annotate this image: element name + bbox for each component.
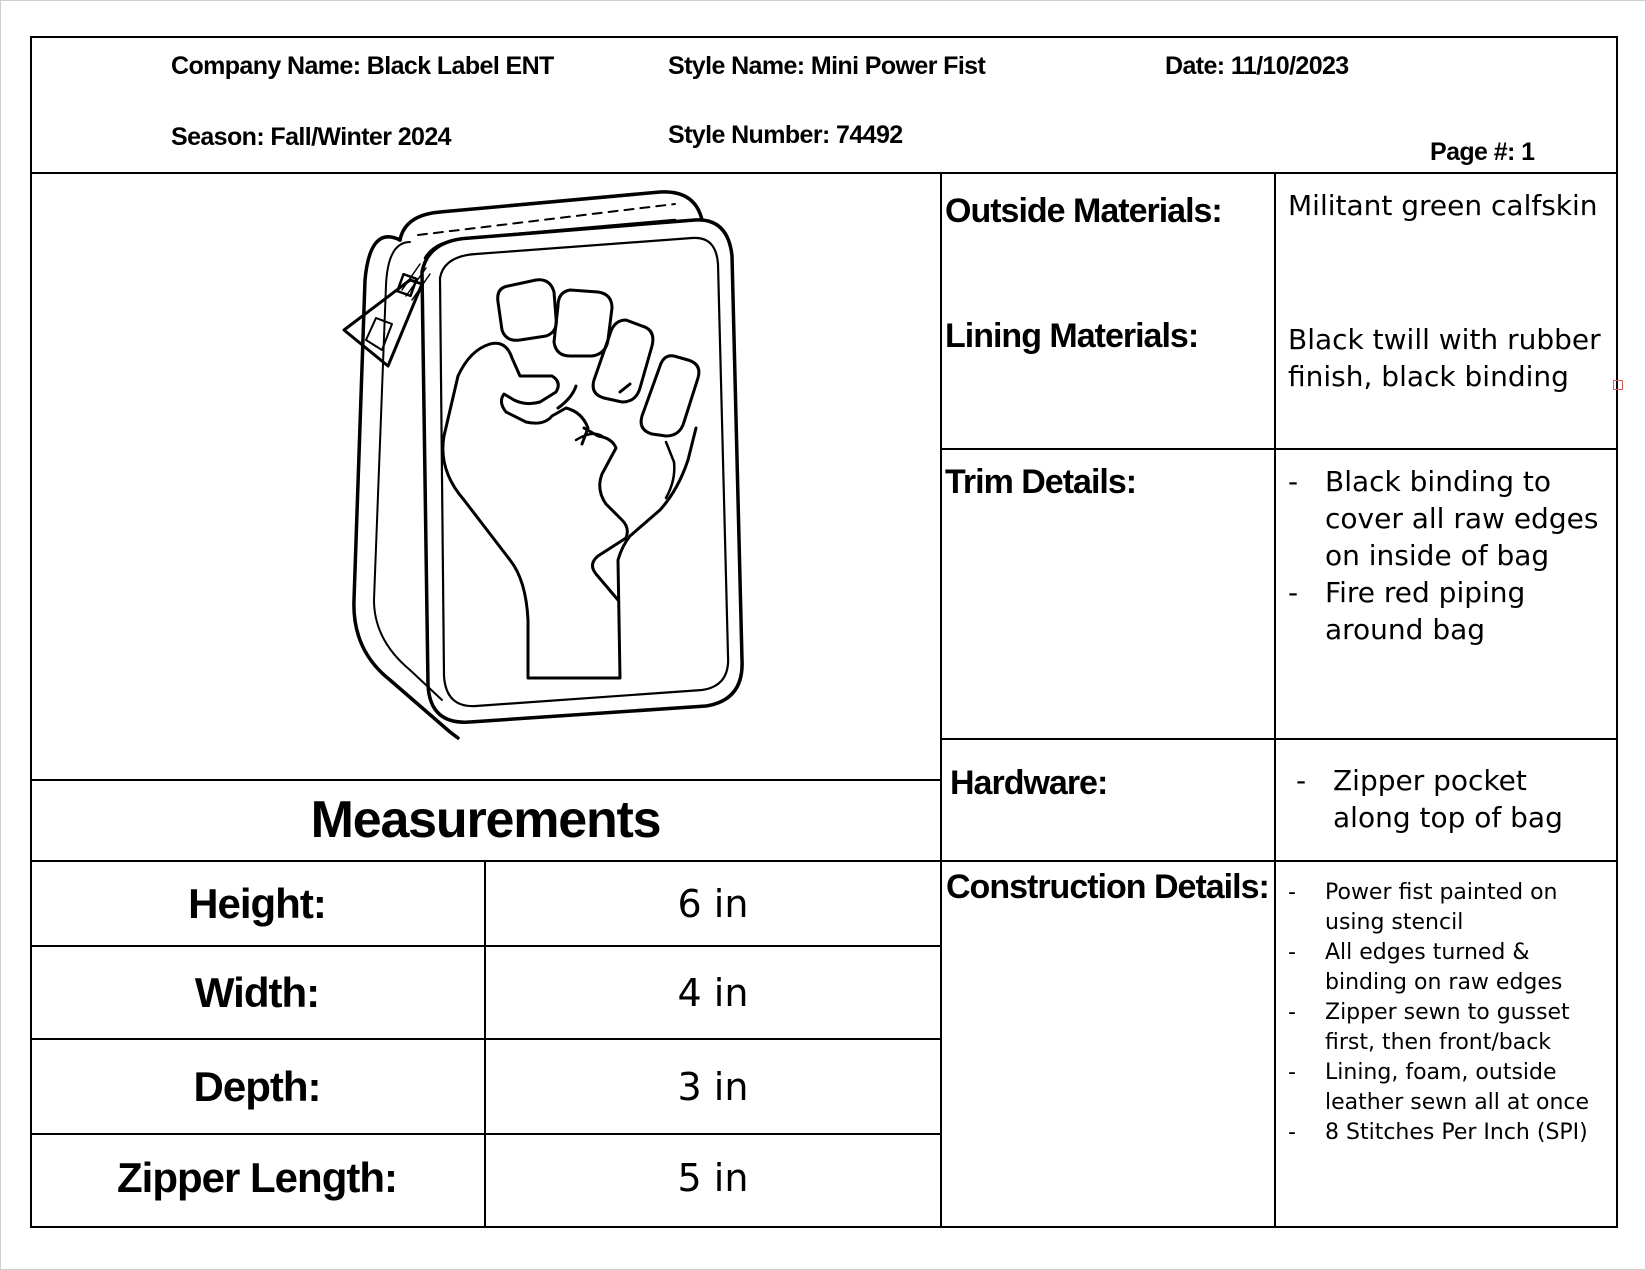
lining-materials-value: Black twill with rubber finish, black binding: [1288, 323, 1601, 393]
center-divider: [940, 172, 942, 1228]
measurement-label-zipper-length: Zipper Length:: [117, 1154, 397, 1201]
header-divider: [30, 172, 1618, 174]
construction-detail-item: - 8 Stitches Per Inch (SPI): [1288, 1120, 1588, 1145]
measurement-value-zipper-length: 5 in: [677, 1156, 749, 1200]
hardware-item: - Zipper pocket along top of bag: [1296, 764, 1563, 834]
outside-materials-label: Outside Materials:: [945, 192, 1222, 230]
style-name: Style Name: Mini Power Fist: [668, 52, 986, 80]
bag-sketch: [330, 180, 790, 760]
hardware-list: [1296, 762, 1596, 836]
lining-materials-label: Lining Materials:: [945, 317, 1199, 355]
details-column-divider: [1274, 172, 1276, 1228]
measurement-label-height: Height:: [188, 879, 326, 927]
edit-marker-icon[interactable]: [1613, 380, 1623, 390]
divider-after-hardware: [940, 860, 1618, 862]
construction-detail-item: - All edges turned & binding on raw edges: [1288, 940, 1563, 995]
construction-detail-item: - Zipper sewn to gusset first, then front/back: [1288, 1000, 1570, 1055]
measurements-title: Measurements: [310, 790, 661, 849]
style-number: Style Number: 74492: [668, 121, 903, 149]
outside-materials-value: Militant green calfskin: [1288, 189, 1598, 222]
page-number: Page #: 1: [1430, 138, 1535, 166]
company-name: Company Name: Black Label ENT: [171, 52, 554, 80]
divider-after-lining: [940, 448, 1618, 450]
construction-detail-item: - Power fist painted on using stencil: [1288, 880, 1558, 935]
trim-detail-item: - Fire red piping around bag: [1288, 576, 1526, 646]
construction-details-list: [1288, 878, 1608, 1148]
construction-details-label: Construction Details:: [946, 868, 1269, 906]
measurement-value-height: 6 in: [677, 881, 749, 926]
date: Date: 11/10/2023: [1165, 52, 1349, 80]
construction-detail-item: - Lining, foam, outside leather sewn all at once: [1288, 1060, 1590, 1115]
hardware-label: Hardware:: [950, 764, 1108, 802]
measurement-label-depth: Depth:: [193, 1062, 321, 1110]
season: Season: Fall/Winter 2024: [171, 123, 451, 151]
trim-details-list: [1288, 463, 1613, 648]
measurement-value-depth: 3 in: [677, 1064, 749, 1109]
trim-details-label: Trim Details:: [945, 463, 1137, 501]
trim-detail-item: - Black binding to cover all raw edges on inside of bag: [1288, 465, 1599, 572]
measurement-value-width: 4 in: [677, 970, 749, 1015]
measurement-label-width: Width:: [194, 968, 320, 1016]
divider-after-trim: [940, 738, 1618, 740]
